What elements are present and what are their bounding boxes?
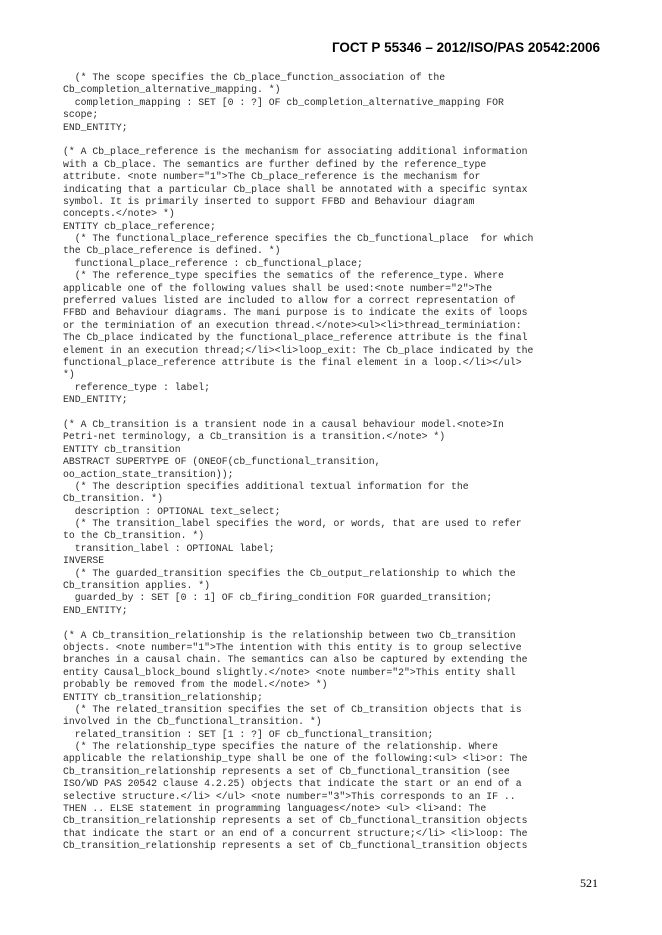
- code-line: ENTITY cb_transition: [63, 443, 181, 455]
- code-line: branches in a causal chain. The semantics can also be captured by extending the: [63, 654, 528, 666]
- code-line: END_ENTITY;: [63, 121, 128, 133]
- code-line: Cb_transition_relationship represents a set of Cb_functional_transition objects: [63, 840, 528, 852]
- code-line: (* The relationship_type specifies the nature of the relationship. Where: [63, 741, 499, 753]
- code-line: entity Causal_block_bound slightly.</note> <note number="2">This entity shall: [63, 666, 516, 678]
- code-line: selective structure.</li> </ul> <note number="3">This corresponds to an IF ..: [63, 790, 516, 802]
- code-line: FFBD and Behaviour diagrams. The mani purpose is to indicate the exits of loops: [63, 307, 528, 319]
- code-line: probably be removed from the model.</note> *): [63, 679, 328, 691]
- code-line: (* A Cb_transition_relationship is the relationship between two Cb_transition: [63, 629, 516, 641]
- code-line: Cb_transition. *): [63, 493, 163, 505]
- code-line: Cb_transition_relationship represents a set of Cb_functional_transition objects: [63, 815, 528, 827]
- code-line: (* The transition_label specifies the word, or words, that are used to refer: [63, 518, 522, 530]
- code-line: that indicate the start or an end of a concurrent structure;</li> <li>loop: The: [63, 827, 528, 839]
- code-line: (* The reference_type specifies the sematics of the reference_type. Where: [63, 270, 504, 282]
- code-line: applicable one of the following values shall be used:<note number="2">The: [63, 282, 493, 294]
- code-line: [63, 407, 623, 419]
- code-line: transition_label : OPTIONAL label;: [63, 542, 275, 554]
- code-line: description : OPTIONAL text_select;: [63, 505, 281, 517]
- code-line: concepts.</note> *): [63, 208, 175, 220]
- code-line: [63, 617, 623, 629]
- code-line: applicable the relationship_type shall be one of the following:<ul> <li>or: The: [63, 753, 528, 765]
- code-line: (* The scope specifies the Cb_place_function_association of the: [63, 72, 446, 83]
- code-line: (* The description specifies additional textual information for the: [63, 480, 469, 492]
- code-line: completion_mapping : SET [0 : ?] OF cb_completion_alternative_mapping FOR: [63, 96, 504, 108]
- code-line: (* The guarded_transition specifies the Cb_output_relationship to which the: [63, 567, 516, 579]
- code-line: guarded_by : SET [0 : 1] OF cb_firing_condition FOR guarded_transition;: [63, 592, 493, 604]
- code-line: the Cb_place_reference is defined. *): [63, 245, 281, 257]
- code-line: reference_type : label;: [63, 381, 210, 393]
- code-line: related_transition : SET [1 : ?] OF cb_functional_transition;: [63, 728, 434, 740]
- code-line: (* A Cb_place_reference is the mechanism for associating additional information: [63, 146, 528, 158]
- code-line: involved in the Cb_functional_transition. *): [63, 716, 322, 728]
- code-line: objects. <note number="1">The intention with this entity is to group selective: [63, 641, 522, 653]
- code-line: THEN .. ELSE statement in programming languages</note> <ul> <li>and: The: [63, 803, 487, 815]
- code-line: functional_place_reference attribute is the final element in a loop.</li></ul>: [63, 356, 522, 368]
- code-line: or the terminiation of an execution thread.</note><ul><li>thread_terminiation:: [63, 319, 522, 331]
- code-line: ISO/WD PAS 20542 clause 4.2.25) objects that indicate the start or an end of a: [63, 778, 522, 790]
- code-line: indicating that a particular Cb_place shall be annotated with a specific syntax: [63, 183, 528, 195]
- code-line: END_ENTITY;: [63, 604, 128, 616]
- code-line: The Cb_place indicated by the functional_place_reference attribute is the final: [63, 332, 528, 344]
- code-line: to the Cb_transition. *): [63, 530, 205, 542]
- code-line: ENTITY cb_transition_relationship;: [63, 691, 263, 703]
- page-number: 521: [580, 876, 598, 890]
- code-line: ABSTRACT SUPERTYPE OF (ONEOF(cb_functional_transition,: [63, 456, 381, 468]
- code-line: (* The related_transition specifies the set of Cb_transition objects that is: [63, 703, 522, 715]
- code-line: (* The functional_place_reference specifies the Cb_functional_place for which: [63, 233, 534, 245]
- code-line: *): [63, 369, 75, 381]
- code-line: Petri-net terminology, a Cb_transition is a transition.</note> *): [63, 431, 446, 443]
- code-line: Cb_transition applies. *): [63, 580, 210, 592]
- code-line: attribute. <note number="1">The Cb_place_reference is the mechanism for: [63, 171, 481, 183]
- code-line: element in an execution thread;</li><li>loop_exit: The Cb_place indicated by the: [63, 344, 534, 356]
- code-line: symbol. It is primarily inserted to support FFBD and Behaviour diagram: [63, 195, 475, 207]
- code-line: Cb_transition_relationship represents a set of Cb_functional_transition (see: [63, 765, 510, 777]
- code-line: [63, 134, 623, 146]
- code-line: functional_place_reference : cb_functional_place;: [63, 257, 363, 269]
- code-line: INVERSE: [63, 555, 105, 567]
- code-line: with a Cb_place. The semantics are further defined by the reference_type: [63, 158, 487, 170]
- code-line: (* A Cb_transition is a transient node in a causal behaviour model.<note>In: [63, 418, 504, 430]
- code-line: scope;: [63, 109, 99, 121]
- code-line: oo_action_state_transition));: [63, 468, 234, 480]
- page-header: ГОСТ Р 55346 – 2012/ISO/PAS 20542:2006: [331, 40, 600, 55]
- code-line: END_ENTITY;: [63, 394, 128, 406]
- express-code-listing: [63, 72, 623, 853]
- code-line: Cb_completion_alternative_mapping. *): [63, 84, 281, 96]
- code-line: preferred values listed are included to allow for a correct representation of: [63, 295, 516, 307]
- code-line: ENTITY cb_place_reference;: [63, 220, 216, 232]
